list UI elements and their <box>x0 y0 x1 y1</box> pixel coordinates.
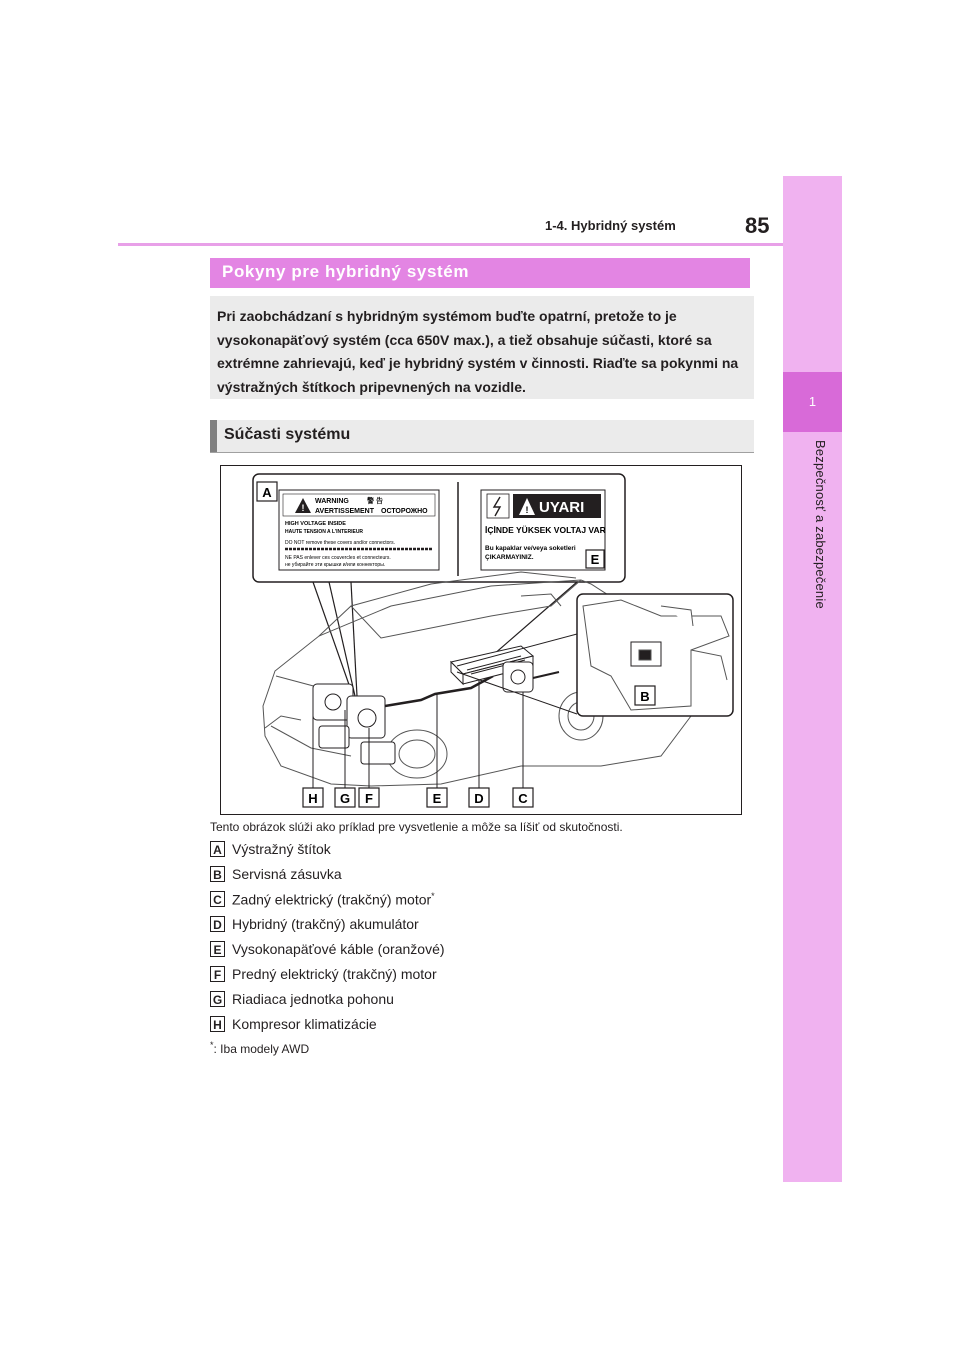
warning-label-left <box>279 490 439 570</box>
footnote-mark: * <box>210 1040 214 1050</box>
warning-line1: WARNING <box>315 498 349 505</box>
footnote-text: : Iba modely AWD <box>213 1042 310 1056</box>
svg-text:!: ! <box>525 505 529 515</box>
warning-line4: HAUTE TENSION A L'INTERIEUR <box>285 529 364 535</box>
legend-key: D <box>210 916 225 932</box>
subtitle: Súčasti systému <box>224 426 351 443</box>
vehicle-illustration <box>221 466 741 814</box>
callout-f: F <box>365 791 373 806</box>
legend-key: B <box>210 866 225 882</box>
legend-text <box>232 841 331 857</box>
uyari-line3: ÇIKARMAYINIZ. <box>485 554 534 561</box>
callout-a: A <box>262 485 272 500</box>
warning-line6: NE PAS enlever ces couvercles et connecteurs. <box>285 555 391 561</box>
uyari-line1: İÇİNDE YÜKSEK VOLTAJ VAR <box>485 525 606 535</box>
warning-line1-jp: 警 告 <box>367 498 383 505</box>
legend-key: H <box>210 1016 225 1032</box>
callout-e: E <box>590 552 600 567</box>
rear-motor <box>503 662 559 692</box>
figure-caption: Tento obrázok slúži ako príklad pre vysvetlenie a môže sa líšiť od skutočnosti. <box>210 820 623 834</box>
legend-text <box>232 966 437 982</box>
callout-h: H <box>308 791 318 806</box>
legend-text-value: Výstražný štítok <box>232 841 331 857</box>
subtitle-underline <box>210 452 754 453</box>
chapter-side-tab <box>783 176 842 1182</box>
front-engine-components <box>313 676 493 764</box>
legend-text-value: Predný elektrický (trakčný) motor <box>232 966 437 982</box>
legend-text-value: Hybridný (trakčný) akumulátor <box>232 916 419 932</box>
legend-text-value: Zadný elektrický (trakčný) motor <box>232 891 432 908</box>
legend-key: C <box>210 891 225 907</box>
legend-text <box>232 1016 377 1032</box>
footnote-mark: * <box>431 891 435 901</box>
chapter-number: 1 <box>808 394 817 409</box>
page-title: Pokyny pre hybridný systém <box>222 262 470 281</box>
warning-line5: DO NOT remove these covers and/or connectors. <box>285 540 395 546</box>
warning-line2-ru: ОСТОРОЖНО <box>381 508 428 515</box>
callout-b: B <box>640 689 650 704</box>
legend-text <box>232 916 419 932</box>
chapter-title-vertical: Bezpečnosť a zabezpečenie <box>813 440 828 609</box>
intro-text: Pri zaobchádzaní s hybridným systémom buďte opatrní, pretože to je vysokonapäťový systém (cca 650V max.), a tiež obsahuje súčasti, ktoré sa extrémne zahrievajú, keď je hybridný systém v činnosti. Riaďte sa pokynmi na výstražných štítkoch pripevnených na vozidle. <box>217 308 739 395</box>
legend-key: E <box>210 941 225 957</box>
legend-key: G <box>210 991 225 1007</box>
legend-key: F <box>210 966 225 982</box>
warning-line2: AVERTISSEMENT <box>315 508 374 515</box>
warning-line7: не убирайте эти крышки и/или коннекторы. <box>285 562 386 568</box>
callout-d: D <box>474 791 484 806</box>
legend-text <box>232 866 342 882</box>
legend-text-value: Riadiaca jednotka pohonu <box>232 991 394 1007</box>
legend-text-value: Vysokonapäťové káble (oranžové) <box>232 941 445 957</box>
uyari-title: UYARI <box>539 499 585 516</box>
callout-g: G <box>339 791 351 806</box>
footnote <box>210 1040 309 1056</box>
legend-text <box>232 891 435 908</box>
callout-c: C <box>518 791 528 806</box>
callout-e-bottom: E <box>432 791 442 806</box>
legend-key: A <box>210 841 225 857</box>
uyari-line2: Bu kapaklar ve/veya soketleri <box>485 545 576 552</box>
system-components-figure <box>220 465 742 815</box>
subtitle-bar <box>210 420 754 452</box>
title-bar <box>210 258 750 288</box>
section-name: 1-4. Hybridný systém <box>545 218 676 233</box>
legend-text-value: Kompresor klimatizácie <box>232 1016 377 1032</box>
legend-text-value: Servisná zásuvka <box>232 866 342 882</box>
intro-box <box>210 296 754 399</box>
warning-line3: HIGH VOLTAGE INSIDE <box>285 521 346 527</box>
page-number: 85 <box>745 213 770 238</box>
legend-text <box>232 991 394 1007</box>
svg-text:!: ! <box>301 503 305 513</box>
bottom-callouts <box>303 788 533 807</box>
chapter-number-tab[interactable] <box>783 372 842 432</box>
header-divider <box>118 243 783 246</box>
legend-text <box>232 941 445 957</box>
